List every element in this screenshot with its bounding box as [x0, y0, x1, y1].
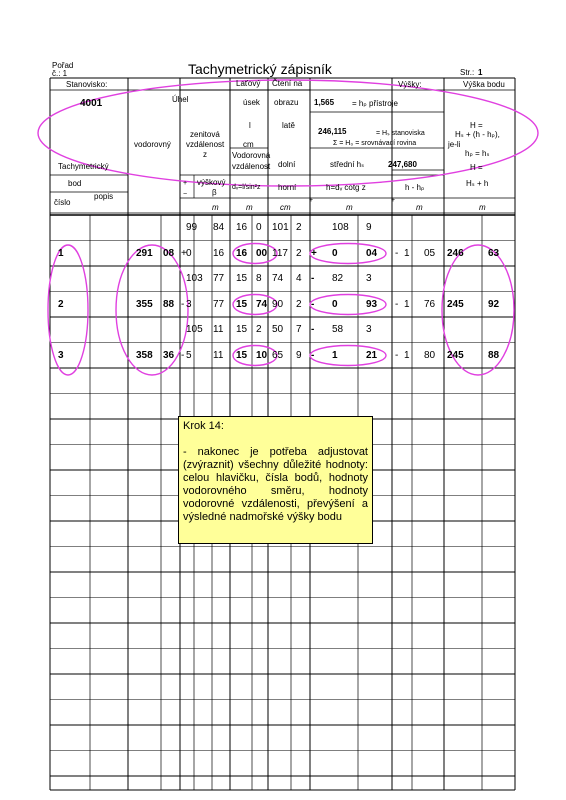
cell-cislo: 2: [58, 298, 64, 310]
latovy-label: Laťový: [236, 79, 261, 88]
cell-d-b: 76: [424, 298, 436, 310]
plus-sign: +: [183, 180, 188, 187]
vzdalenost2-label: vzdálenost: [232, 162, 271, 171]
cell-horni-a: 65: [272, 349, 284, 361]
cell-z-a: 103: [186, 273, 203, 284]
note-title: Krok 14:: [183, 420, 224, 432]
h-formula: h=dᵥ cotg z: [326, 183, 366, 192]
vyska-bodu-label: Výška bodu: [463, 80, 505, 89]
cell-sign: -: [181, 298, 185, 310]
l-label: l: [249, 121, 251, 130]
cell-z-a: 0: [186, 247, 192, 259]
cell-d-a: 1: [404, 247, 410, 259]
cell-h-b: 9: [366, 222, 372, 233]
poradi-number: č.: 1: [52, 69, 68, 78]
zenitova-label: zenitová: [190, 130, 220, 139]
cell-horni-a: 50: [272, 324, 284, 335]
hs-value: 246,115: [318, 127, 347, 136]
cell-h-b: 3: [366, 324, 372, 335]
poradi-label: Pořad: [52, 61, 74, 70]
cell-h-a: 58: [332, 324, 344, 335]
jeli-label: je-li: [448, 140, 461, 149]
cell-l-b: 74: [256, 298, 268, 310]
cell-d-a: 1: [404, 298, 410, 310]
bod-label: bod: [68, 179, 82, 188]
hr-value: 247,680: [388, 160, 417, 169]
unit-horni: cm: [280, 203, 291, 212]
h-formula-1: H =: [470, 121, 483, 130]
cell-h-a: 1: [332, 349, 338, 361]
srovnavaci-label: Σ = H₀ = srovnávací rovina: [333, 140, 417, 147]
cell-d-a: 1: [404, 349, 410, 361]
cell-z-b: 11: [213, 349, 224, 361]
minus-sign: −: [183, 191, 188, 198]
vodorovna-label: Vodorovná: [232, 151, 271, 160]
unit-d: m: [416, 203, 423, 212]
stanovisko-value: 4001: [80, 98, 103, 109]
cell-hz-b: 08: [163, 247, 175, 259]
cell-hz-a: 355: [136, 298, 153, 310]
cell-d-sign: -: [395, 247, 399, 259]
hs-label: = Hₛ stanoviska: [376, 130, 425, 137]
unit-h: m: [346, 203, 353, 212]
horni-label: horní: [278, 183, 297, 192]
instruction-note: [178, 416, 373, 544]
z-label: z: [203, 150, 207, 159]
dv-formula: dᵥ=l/sin²z: [232, 184, 261, 191]
cell-sign: -: [181, 349, 185, 361]
cell-h-a: 0: [332, 247, 338, 259]
cell-z-a: 105: [186, 324, 203, 335]
cell-z-b: 77: [213, 298, 225, 310]
cell-l-a: 16: [236, 222, 248, 233]
page-title: Tachymetrický zápisník: [188, 61, 332, 77]
cell-l-a: 15: [236, 298, 248, 310]
cislo-highlight: [48, 245, 88, 375]
cell-horni-b: 2: [296, 222, 302, 233]
cell-cislo: 3: [58, 349, 64, 361]
cell-horni-a: 117: [272, 247, 288, 259]
cell-h-a: 82: [332, 273, 344, 284]
cell-z-a: 3: [186, 298, 192, 310]
cteni-label: Čtení na: [272, 79, 303, 88]
cell-l-a: 15: [236, 349, 248, 361]
cell-h-sign: -: [311, 349, 315, 361]
stredni-label: střední hₛ: [330, 160, 365, 169]
h-formula-5: Hₛ + h: [466, 179, 489, 188]
cell-h-sign: +: [311, 247, 317, 259]
cell-l-b: 0: [256, 222, 262, 233]
cell-horni-a: 90: [272, 298, 284, 310]
vysky-label: Výšky:: [398, 80, 422, 89]
cell-z-b: 11: [213, 324, 224, 335]
cell-horni-b: 2: [296, 247, 302, 259]
cm-label: cm: [243, 140, 254, 149]
cell-h-sign: -: [311, 298, 315, 310]
cell-H-b: 63: [488, 247, 500, 259]
cell-horni-b: 2: [296, 298, 302, 310]
cell-z-b: 16: [213, 247, 225, 259]
unit-z: m: [212, 203, 219, 212]
note-text: - nakonec je potřeba adjustovat (zvýraznit) všechny důležité hodnoty: celou hlavičku, čísla bodů, hodnoty vodorovného směru, hodnoty vodorovné vzdálenosti, převýšení a výsledné nadmořské výšky bodu: [183, 446, 368, 523]
cell-h-sign: -: [311, 324, 315, 335]
cell-H-b: 92: [488, 298, 500, 310]
beta-label: β: [212, 188, 217, 197]
cell-l-a: 15: [236, 273, 248, 284]
cell-horni-a: 101: [272, 222, 289, 233]
cell-hz-b: 36: [163, 349, 175, 361]
cell-h-b: 3: [366, 273, 372, 284]
cell-hz-a: 358: [136, 349, 153, 361]
cell-z-a: 99: [186, 222, 198, 233]
h-formula-2: Hₛ + (h - hₚ),: [455, 130, 500, 139]
uhel-label: Úhel: [172, 95, 189, 104]
cell-l-a: 15: [236, 324, 248, 335]
cell-d-b: 80: [424, 349, 436, 361]
tachymetricky-label: Tachymetrický: [58, 162, 109, 171]
cislo-label: číslo: [54, 198, 71, 207]
cell-z-b: 77: [213, 273, 225, 284]
vyska-pristroje-label: = hₚ přístroje: [352, 99, 398, 108]
cell-h-b: 21: [366, 349, 378, 361]
vzdalenost-label: vzdálenost: [186, 140, 225, 149]
unit-l: m: [246, 203, 253, 212]
cell-l-b: 2: [256, 324, 262, 335]
cell-H-b: 88: [488, 349, 500, 361]
cell-z-a: 5: [186, 349, 192, 361]
cell-horni-b: 4: [296, 273, 302, 284]
unit-H: m: [479, 203, 486, 212]
cell-horni-b: 7: [296, 324, 302, 335]
cell-cislo: 1: [58, 247, 64, 259]
cell-horni-b: 9: [296, 349, 302, 361]
cell-sign: +: [181, 247, 187, 259]
h-formula-3: hₚ = hₛ: [465, 149, 490, 158]
popis-label: popis: [94, 192, 114, 201]
cell-d-sign: -: [395, 349, 399, 361]
cell-H-a: 246: [447, 247, 464, 259]
cell-l-b: 10: [256, 349, 268, 361]
h-formula-4: H =: [470, 163, 483, 172]
obrazu-label: obrazu: [274, 98, 299, 107]
cell-d-sign: -: [395, 298, 399, 310]
page-label: Str.:: [460, 68, 475, 77]
vyska-pristroje-value: 1,565: [314, 98, 335, 107]
cell-h-a: 0: [332, 298, 338, 310]
vyskovy-label: výškový: [197, 178, 226, 187]
cell-d-b: 05: [424, 247, 436, 259]
cell-H-a: 245: [447, 298, 464, 310]
h-minus-label: h - hₚ: [405, 183, 425, 192]
usek-label: úsek: [243, 98, 260, 107]
cell-l-a: 16: [236, 247, 248, 259]
vodorovny-label: vodorovný: [134, 140, 171, 149]
cell-l-b: 00: [256, 247, 268, 259]
stanovisko-label: Stanovisko:: [66, 80, 108, 89]
plus-sign-d: +: [391, 197, 396, 204]
cell-H-a: 245: [447, 349, 464, 361]
cell-hz-a: 291: [136, 247, 153, 259]
plus-sign-h: +: [309, 197, 314, 204]
cell-horni-a: 74: [272, 273, 284, 284]
late-label: latě: [282, 121, 295, 130]
cell-l-b: 8: [256, 273, 262, 284]
cell-h-b: 04: [366, 247, 378, 259]
page-number: 1: [478, 68, 483, 77]
cell-z-b: 84: [213, 222, 225, 233]
cell-h-sign: -: [311, 273, 315, 284]
cell-h-b: 93: [366, 298, 378, 310]
dolni-label: dolní: [278, 160, 296, 169]
cell-hz-b: 88: [163, 298, 175, 310]
cell-h-a: 108: [332, 222, 349, 233]
